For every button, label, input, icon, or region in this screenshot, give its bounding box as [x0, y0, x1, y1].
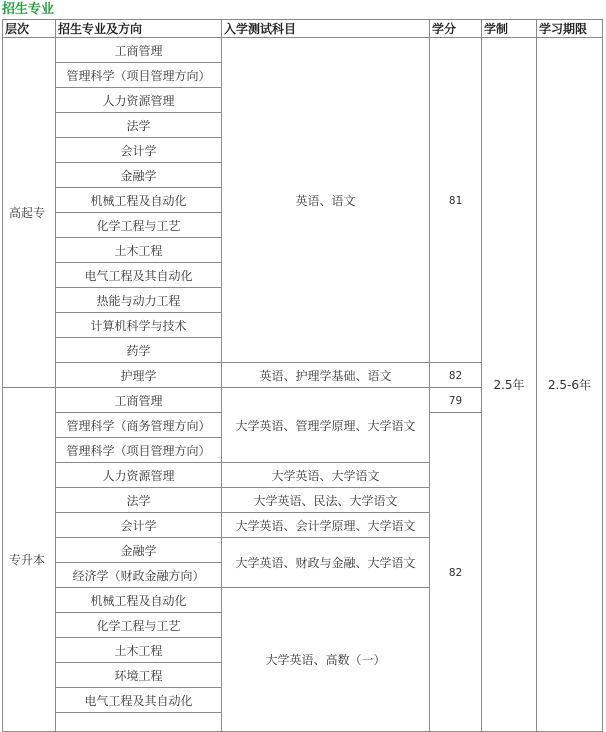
major-cell: 化学工程与工艺 [56, 213, 222, 238]
major-cell: 金融学 [56, 538, 222, 563]
exam-cell: 大学英语、财政与金融、大学语文 [222, 538, 430, 588]
major-cell: 护理学 [56, 363, 222, 388]
major-cell: 药学 [56, 338, 222, 363]
period-cell: 2.5-6年 [537, 38, 603, 732]
major-cell: 工商管理 [56, 388, 222, 413]
exam-cell: 大学英语、民法、大学语文 [222, 488, 430, 513]
header-major: 招生专业及方向 [56, 20, 222, 38]
major-cell: 人力资源管理 [56, 88, 222, 113]
section-title: 招生专业 [2, 2, 55, 17]
major-cell: 土木工程 [56, 238, 222, 263]
major-cell: 法学 [56, 488, 222, 513]
major-cell: 化学工程与工艺 [56, 613, 222, 638]
header-period: 学习期限 [537, 20, 603, 38]
major-cell [56, 713, 222, 732]
exam-cell: 大学英语、高数（一） [222, 588, 430, 732]
credit-cell: 81 [430, 38, 482, 363]
major-cell: 电气工程及其自动化 [56, 263, 222, 288]
exam-cell: 大学英语、管理学原理、大学语文 [222, 388, 430, 463]
major-cell: 会计学 [56, 513, 222, 538]
level-zsb: 专升本 [3, 388, 56, 732]
exam-cell: 英语、语文 [222, 38, 430, 363]
major-cell: 机械工程及自动化 [56, 188, 222, 213]
header-exam: 入学测试科目 [222, 20, 430, 38]
major-cell: 工商管理 [56, 38, 222, 63]
header-level: 层次 [3, 20, 56, 38]
credit-cell: 79 [430, 388, 482, 413]
major-cell: 经济学（财政金融方向） [56, 563, 222, 588]
table-row [3, 38, 603, 63]
major-cell: 法学 [56, 113, 222, 138]
exam-cell: 大学英语、大学语文 [222, 463, 430, 488]
majors-table [2, 19, 603, 732]
major-cell: 土木工程 [56, 638, 222, 663]
header-row [3, 20, 603, 38]
credit-cell: 82 [430, 363, 482, 388]
header-system: 学制 [482, 20, 537, 38]
major-cell: 管理科学（商务管理方向） [56, 413, 222, 438]
exam-cell: 英语、护理学基础、语文 [222, 363, 430, 388]
header-credit: 学分 [430, 20, 482, 38]
major-cell: 人力资源管理 [56, 463, 222, 488]
major-cell: 机械工程及自动化 [56, 588, 222, 613]
major-cell: 计算机科学与技术 [56, 313, 222, 338]
level-gqz: 高起专 [3, 38, 56, 388]
major-cell: 会计学 [56, 138, 222, 163]
major-cell: 电气工程及其自动化 [56, 688, 222, 713]
credit-cell: 82 [430, 413, 482, 732]
major-cell: 管理科学（项目管理方向） [56, 438, 222, 463]
system-cell: 2.5年 [482, 38, 537, 732]
exam-cell: 大学英语、会计学原理、大学语文 [222, 513, 430, 538]
major-cell: 环境工程 [56, 663, 222, 688]
major-cell: 管理科学（项目管理方向） [56, 63, 222, 88]
major-cell: 金融学 [56, 163, 222, 188]
major-cell: 热能与动力工程 [56, 288, 222, 313]
